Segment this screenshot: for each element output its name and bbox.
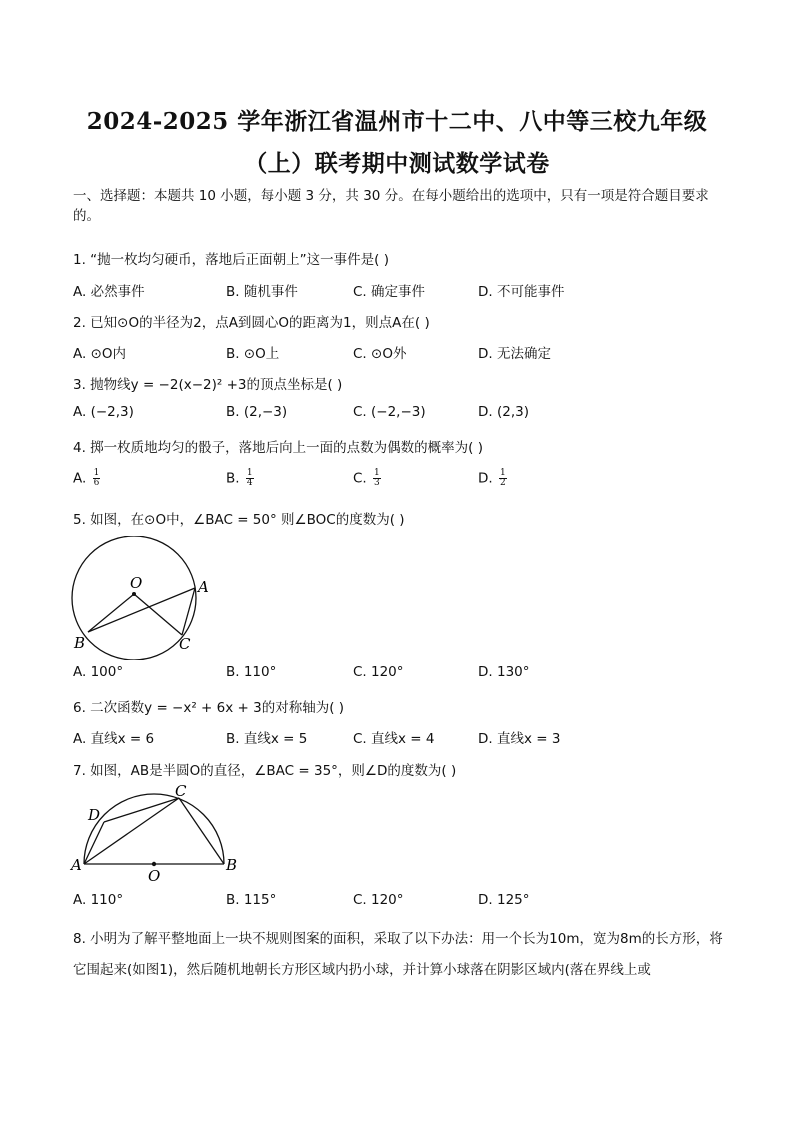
fraction-one-third — [373, 469, 381, 488]
question-7-option-b[interactable]: B. 115° — [226, 892, 277, 908]
question-3-options — [73, 404, 733, 424]
question-6-option-b[interactable]: B. 直线x = 5 — [226, 731, 308, 747]
label-c: C — [179, 635, 191, 653]
fraction-numerator: 1 — [499, 468, 506, 478]
question-3-option-a[interactable]: A. (−2,3) — [73, 404, 134, 420]
question-7-options — [73, 892, 733, 912]
question-4-stem: 4. 掷一枚质地均匀的骰子，落地后向上一面的点数为偶数的概率为( ) — [73, 440, 483, 456]
question-6-options — [73, 727, 733, 747]
fraction-denominator: 3 — [374, 478, 380, 488]
question-3-option-c[interactable]: C. (−2,−3) — [353, 404, 426, 420]
question-5-option-b[interactable]: B. 110° — [226, 664, 277, 680]
center-point-o — [152, 862, 156, 866]
question-4-option-b[interactable] — [226, 469, 254, 488]
question-2-option-d[interactable]: D. 无法确定 — [478, 346, 551, 362]
fraction-one-half — [499, 469, 507, 488]
question-7-option-c[interactable]: C. 120° — [353, 892, 404, 908]
exam-title-line1: 2024-2025 学年浙江省温州市十二中、八中等三校九年级 — [86, 108, 708, 135]
question-4-option-c-letter: C. — [353, 470, 367, 487]
question-3-stem: 3. 抛物线y = −2(x−2)² +3的顶点坐标是( ) — [73, 377, 343, 393]
semicircle-arc — [84, 794, 224, 864]
exam-title-line2: （上）联考期中测试数学试卷 — [244, 150, 550, 177]
question-4-option-d-letter: D. — [478, 470, 493, 487]
fraction-denominator: 4 — [246, 478, 253, 488]
question-4-option-a[interactable] — [73, 469, 100, 488]
center-point-o — [132, 592, 136, 596]
question-7-figure — [66, 780, 246, 886]
label-d: D — [88, 806, 101, 824]
question-1-stem: 1. “抛一枚均匀硬币，落地后正面朝上”这一事件是( ) — [73, 252, 389, 268]
question-1-option-c[interactable]: C. 确定事件 — [353, 284, 426, 300]
question-2-options — [73, 342, 733, 362]
section-heading: 一、选择题：本题共 10 小题，每小题 3 分，共 30 分。在每小题给出的选项中，只有一项是符合题目要求的。 — [73, 188, 709, 224]
question-7-stem: 7. 如图，AB是半圆O的直径，∠BAC = 35°，则∠D的度数为( ) — [73, 763, 457, 779]
question-1-option-d[interactable]: D. 不可能事件 — [478, 284, 565, 300]
question-2-stem: 2. 已知⊙O的半径为2，点A到圆心O的距离为1，则点A在( ) — [73, 315, 430, 331]
segment-oc — [134, 594, 182, 635]
question-2-option-a[interactable]: A. ⊙O内 — [73, 346, 127, 362]
question-2-option-c[interactable]: C. ⊙O外 — [353, 346, 407, 362]
question-7-option-a[interactable]: A. 110° — [73, 892, 124, 908]
question-1-options — [73, 280, 733, 300]
question-4-option-a-letter: A. — [73, 470, 87, 487]
fraction-numerator: 1 — [374, 468, 380, 478]
question-5-stem: 5. 如图，在⊙O中，∠BAC = 50° 则∠BOC的度数为( ) — [73, 512, 405, 528]
segment-dc — [104, 798, 179, 822]
question-2-option-b[interactable]: B. ⊙O上 — [226, 346, 280, 362]
question-6-option-d[interactable]: D. 直线x = 3 — [478, 731, 561, 747]
question-6-option-a[interactable]: A. 直线x = 6 — [73, 731, 155, 747]
fraction-denominator: 2 — [499, 478, 506, 488]
label-o: O — [130, 574, 143, 592]
label-c: C — [175, 782, 187, 800]
question-5-option-d[interactable]: D. 130° — [478, 664, 530, 680]
question-4-option-d[interactable] — [478, 469, 507, 488]
question-3-option-b[interactable]: B. (2,−3) — [226, 404, 288, 420]
fraction-one-sixth — [93, 469, 101, 488]
question-7-option-d[interactable]: D. 125° — [478, 892, 530, 908]
question-1-option-a[interactable]: A. 必然事件 — [73, 284, 145, 300]
question-3-option-d[interactable]: D. (2,3) — [478, 404, 529, 420]
segment-ba — [88, 588, 195, 632]
fraction-one-quarter — [246, 469, 254, 488]
question-5-option-a[interactable]: A. 100° — [73, 664, 124, 680]
question-1-option-b[interactable]: B. 随机事件 — [226, 284, 298, 300]
question-4-option-b-letter: B. — [226, 470, 240, 487]
question-6-option-c[interactable]: C. 直线x = 4 — [353, 731, 435, 747]
question-8-stem: 8. 小明为了解平整地面上一块不规则图案的面积，采取了以下办法：用一个长为10m，宽为8m的长方形，将它围起来(如图1)，然后随机地朝长方形区域内扔小球，并计算小球落在阴影区域内(落在界线上或 — [73, 931, 723, 978]
question-5-figure — [66, 536, 226, 660]
question-4-option-c[interactable] — [353, 469, 381, 488]
label-a: A — [198, 578, 209, 596]
label-b: B — [74, 634, 86, 652]
segment-cb — [179, 798, 224, 864]
question-6-stem: 6. 二次函数y = −x² + 6x + 3的对称轴为( ) — [73, 700, 345, 716]
circle-o — [72, 536, 196, 660]
segment-ob — [88, 594, 134, 632]
label-o: O — [148, 867, 161, 885]
fraction-numerator: 1 — [93, 468, 100, 478]
question-5-options — [73, 664, 733, 684]
label-a: A — [71, 856, 82, 874]
label-b: B — [226, 856, 238, 874]
fraction-denominator: 6 — [93, 478, 100, 488]
question-5-option-c[interactable]: C. 120° — [353, 664, 404, 680]
fraction-numerator: 1 — [246, 468, 253, 478]
question-4-options — [73, 469, 733, 489]
